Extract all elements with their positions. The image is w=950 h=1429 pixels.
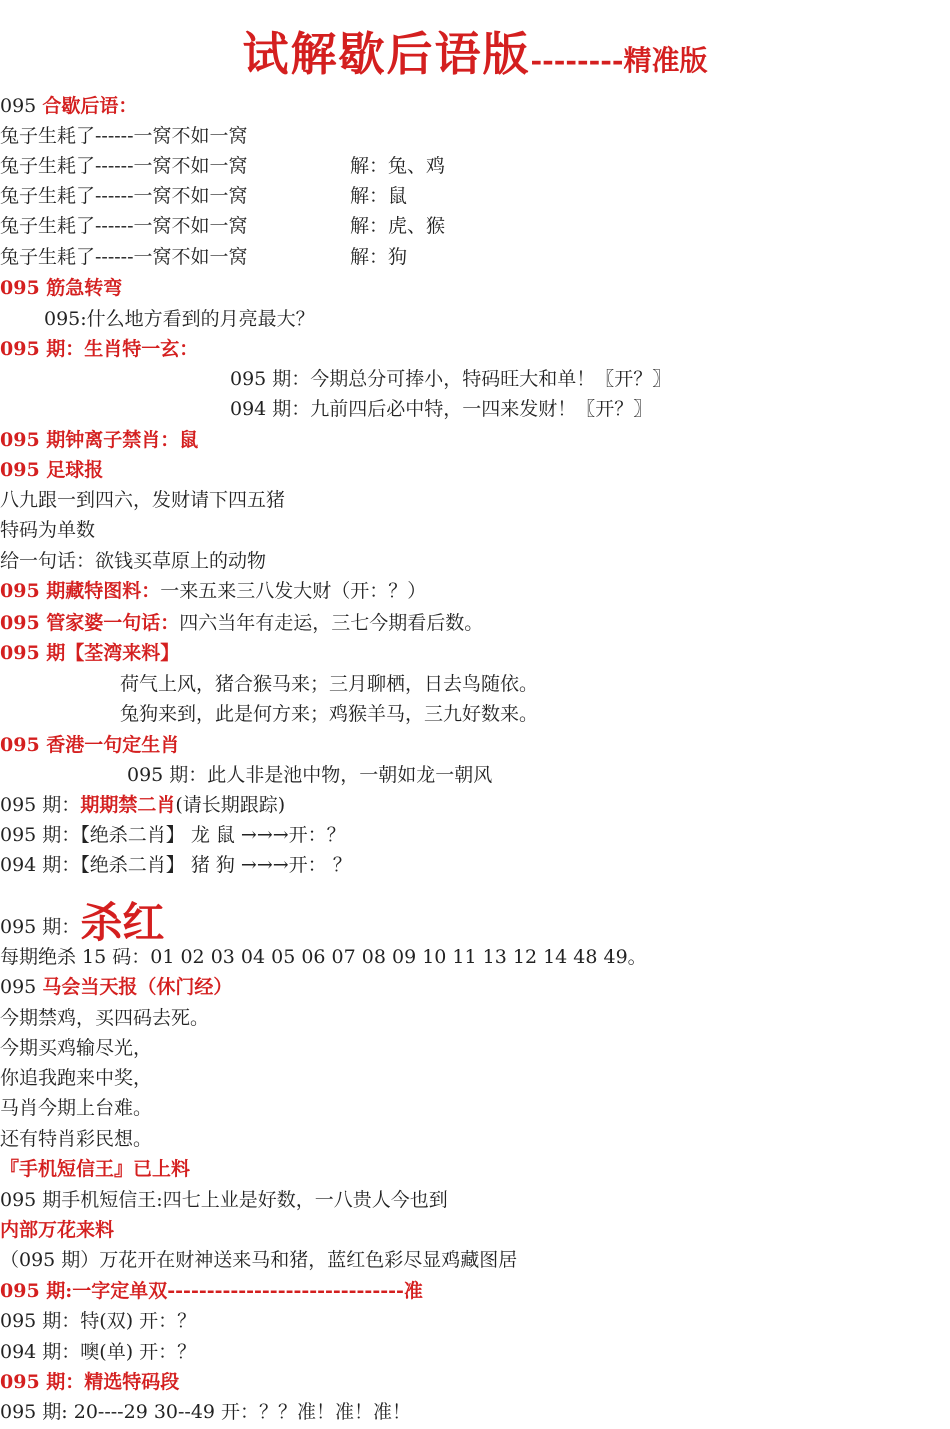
section-label: 095 管家婆一句话： (0, 612, 180, 634)
riddle-text: 兔子生耗了------一窝不如一窝 (0, 125, 248, 147)
housekeeper-line (0, 608, 483, 638)
riddle-line (0, 121, 950, 151)
riddle-answer: 解：兔、鸡 (350, 155, 446, 177)
football-line: 特码为单数 (0, 519, 96, 541)
sms-line: 095 期手机短信王:四七上业是好数，一八贵人今也到 (0, 1189, 448, 1211)
section-label: 095 期藏特图料： (0, 580, 161, 602)
section-header-sms: 『手机短信王』已上料 (0, 1158, 191, 1180)
section-header-zodiac: 095 期：生肖特一玄： (0, 338, 199, 360)
section-header-zhongli: 095 期钟离子禁肖：鼠 (0, 429, 199, 451)
kill-red-line (0, 895, 165, 947)
period-label: 095 (0, 95, 43, 117)
period-label: 095 期： (0, 794, 81, 816)
ban-two-zodiac-line: 094 期：【绝杀二肖】 猪 狗 →→→开： ？ (0, 854, 352, 876)
riddle-line (0, 242, 950, 272)
football-line: 八九跟一到四六，发财请下四五猪 (0, 489, 286, 511)
section-label: 合歇后语： (42, 95, 138, 117)
riddle-text: 兔子生耗了------一窝不如一窝 (0, 155, 248, 177)
section-header-wanhua: 内部万花来料 (0, 1219, 115, 1241)
riddle-answer: 解：狗 (350, 246, 408, 268)
ban-two-zodiac-header (0, 790, 285, 820)
jockey-line: 还有特肖彩民想。 (0, 1128, 153, 1150)
page-title (0, 18, 950, 84)
poem-line: 兔狗来到，此是何方来；鸡猴羊马，三九好数来。 (120, 703, 539, 725)
riddle-line (0, 151, 950, 181)
kill-red-label: 杀红 (80, 898, 165, 947)
riddle-text: 兔子生耗了------一窝不如一窝 (0, 185, 248, 207)
riddle-answer: 解：虎、猴 (350, 215, 446, 237)
section-header-tsuenwan: 095 期【荃湾来料】 (0, 642, 180, 664)
riddle-line (0, 181, 950, 211)
range-line: 095 期: 20----29 30--49 开：？？准！准！准！ (0, 1401, 412, 1423)
jockey-line: 今期买鸡输尽光， (0, 1037, 153, 1059)
riddle-text: 兔子生耗了------一窝不如一窝 (0, 246, 248, 268)
title-dash: -------- (530, 44, 624, 77)
poem-line: 荷气上风，猪合猴马来；三月聊栖，日去鸟随依。 (120, 673, 539, 695)
kill-numbers-line: 每期绝杀 15 码：01 02 03 04 05 06 07 08 09 10 11 13 12 14 48 49。 (0, 946, 647, 968)
riddle-text: 兔子生耗了------一窝不如一窝 (0, 215, 248, 237)
section-text: 四六当年有走运，三七今期看后数。 (179, 612, 484, 634)
wanhua-line: （095 期）万花开在财神送来马和猪，蓝红色彩尽显鸡藏图居 (0, 1249, 518, 1271)
football-line: 给一句话：欲钱买草原上的动物 (0, 550, 267, 572)
zodiac-line: 094 期：九前四后必中特，一四来发财！〖开？〗 (230, 398, 653, 420)
section-text: 一来五来三八发大财（开：？） (160, 580, 427, 602)
section-header-oddeven: 095 期:一字定单双------------------------------准 (0, 1280, 423, 1302)
section-header-hongkong: 095 香港一句定生肖 (0, 734, 180, 756)
oddeven-line: 094 期：噢(单) 开：？ (0, 1341, 197, 1363)
period-label: 095 (0, 976, 43, 998)
section-label: 马会当天报（休门经） (42, 976, 233, 998)
section-label: 期期禁二肖 (80, 794, 176, 816)
brainteaser-question: 095:什么地方看到的月亮最大？ (44, 308, 315, 330)
section-header-football: 095 足球报 (0, 459, 104, 481)
riddle-line (0, 211, 950, 241)
jockey-line: 马肖今期上台难。 (0, 1097, 153, 1119)
title-sub: 精准版 (623, 44, 708, 77)
period-label: 095 期： (0, 916, 81, 938)
section-header-brainteaser: 095 筋急转弯 (0, 277, 123, 299)
section-header-jockey (0, 972, 232, 1002)
hidden-picture-line (0, 576, 426, 606)
hongkong-line: 095 期：此人非是池中物，一朝如龙一朝风 (127, 764, 493, 786)
title-main: 试解歇后语版 (242, 27, 531, 81)
section-header-xiehouyu (0, 91, 137, 121)
ban-two-zodiac-line: 095 期：【绝杀二肖】 龙 鼠 →→→开：？ (0, 824, 346, 846)
jockey-line: 今期禁鸡，买四码去死。 (0, 1007, 210, 1029)
section-note: (请长期跟踪) (175, 794, 286, 816)
jockey-line: 你追我跑来中奖， (0, 1067, 153, 1089)
riddle-answer: 解：鼠 (350, 185, 408, 207)
section-header-range: 095 期：精选特码段 (0, 1371, 180, 1393)
oddeven-line: 095 期：特(双) 开：？ (0, 1310, 197, 1332)
zodiac-line: 095 期：今期总分可捧小，特码旺大和单！〖开？〗 (230, 368, 672, 390)
